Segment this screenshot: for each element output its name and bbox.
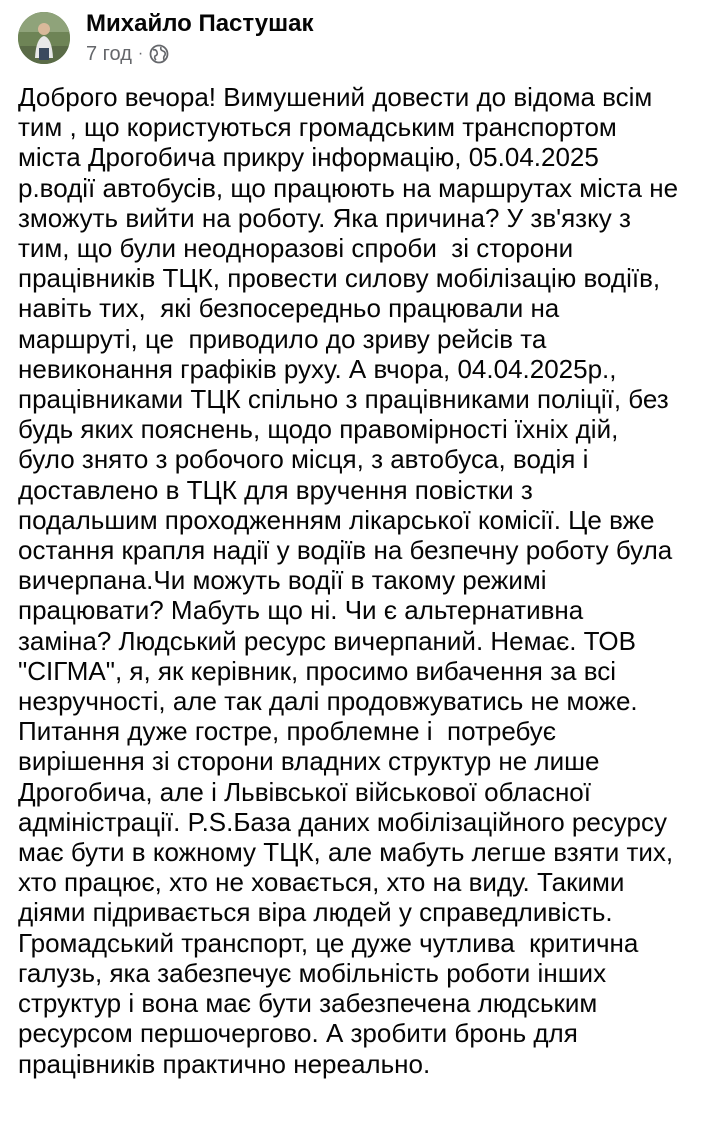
post-text-line: діями підривається віра людей у справедливість. (18, 897, 613, 928)
post-text-line: тим, що були неодноразові спроби зі сторони (18, 233, 574, 264)
post-text-line: тим , що користуються громадським транспортом (18, 112, 617, 143)
post-text-line: працювати? Мабуть що ні. Чи є альтернативна (18, 595, 584, 626)
post-text-line: подальшим проходженням лікарської комісії. Це вже (18, 504, 655, 535)
post-text-line: працівників практично нереально. (18, 1048, 431, 1079)
post-text-line: Доброго вечора! Вимушений довести до відома всім (18, 82, 653, 112)
post-header (18, 8, 313, 68)
post-text-line: р.водії автобусів, що працюють на маршрутах міста не (18, 172, 679, 203)
globe-icon (149, 44, 169, 64)
post-text-line: "СІГМА", я, як керівник, просимо вибачення за всі (18, 655, 616, 686)
post-text-line: структур і вона має бути забезпечена людським (18, 988, 598, 1019)
post-text-line: заміна? Людський ресурс вичерпаний. Немає. ТОВ (18, 625, 636, 656)
author-name[interactable]: Михайло Пастушак (86, 10, 314, 37)
post-text-line: зможуть вийти на роботу. Яка причина? У зв'язку з (18, 202, 631, 233)
avatar[interactable] (18, 12, 70, 64)
post-text-line: незручності, але так далі продовжуватись не може. (18, 686, 638, 717)
post-text-line: будь яких пояснень, щодо правомірності їхніх дій, (18, 414, 619, 445)
post-text-line: вирішення зі сторони владних структур не лише (18, 746, 600, 777)
post-text-line: остання крапля надії у водіїв на безпечну роботу була (18, 535, 673, 566)
post-text-line: галузь, яка забезпечує мобільність роботи інших (18, 957, 607, 988)
post-meta (86, 10, 313, 66)
avatar-image (18, 12, 70, 64)
post-text-line: ресурсом першочергово. А зробити бронь для (18, 1018, 578, 1049)
post-text-line: адміністрації. P.S.База даних мобілізаційного ресурсу (18, 806, 667, 837)
post-text-line: навіть тих, які безпосередньо працювали на (18, 293, 560, 324)
post-text-line: працівників ТЦК, провести силову мобілізацію водіїв, (18, 263, 661, 294)
post-timestamp[interactable]: 7 год (86, 43, 132, 65)
post-text-line: вичерпана.Чи можуть водії в такому режимі (18, 565, 547, 596)
post-text-line: невиконання графіків руху. А вчора, 04.04.2025р., (18, 353, 617, 384)
post-text-line: доставлено в ТЦК для вручення повістки з (18, 474, 533, 505)
post-text-line: Громадський транспорт, це дуже чутлива критична (18, 927, 639, 958)
separator-dot: · (137, 45, 144, 62)
post-text-line: маршруті, це приводило до зриву рейсів та (18, 323, 547, 354)
post-text (18, 82, 720, 1079)
post-text-line: хто працює, хто не ховається, хто на виду. Такими (18, 867, 625, 898)
post-text-line: було знято з робочого місця, з автобуса, водія і (18, 444, 589, 475)
post-subline (86, 42, 313, 66)
post-text-line: має бути в кожному ТЦК, але мабуть легше взяти тих, (18, 837, 674, 868)
post-text-line: міста Дрогобича прикру інформацію, 05.04.2025 (18, 142, 599, 173)
post-text-line: працівниками ТЦК спільно з працівниками поліції, без (18, 384, 669, 415)
post-text-line: Питання дуже гостре, проблемне і потребує (18, 716, 557, 747)
post-text-line: Дрогобича, але і Львівської військової обласної (18, 776, 591, 807)
